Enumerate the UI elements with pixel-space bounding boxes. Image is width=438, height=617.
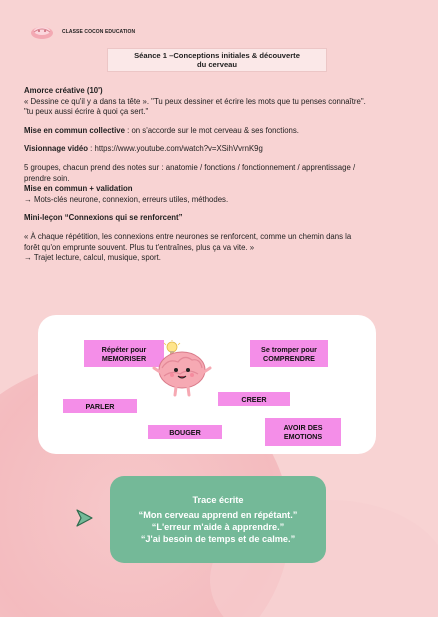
- tag-tromper-line1: Se tromper pour: [261, 344, 317, 354]
- mise-en-commun-section: [24, 126, 424, 137]
- mini-lecon-title: Mini-leçon “Connexions qui se renforcent”: [24, 213, 183, 223]
- mini-lecon-line3: → Trajet lecture, calcul, musique, sport.: [24, 253, 161, 263]
- tag-emotions-line1: AVOIR DES: [283, 423, 323, 432]
- tag-repeter-line1: Répéter pour: [101, 344, 147, 354]
- tag-bouger: BOUGER: [148, 425, 222, 439]
- amorce-line1: « Dessine ce qu'il y a dans ta tête ». "Tu peux dessiner et écrire les mots que tu penses connaître".: [24, 96, 366, 106]
- tag-repeter-line2: MEMORISER: [101, 353, 147, 363]
- validation-title: Mise en commun + validation: [24, 184, 133, 194]
- happy-brain-icon: [148, 340, 216, 398]
- amorce-section: [24, 86, 424, 118]
- amorce-title: Amorce créative (10'): [24, 86, 103, 95]
- tag-avoir-des-emotions: [265, 418, 341, 446]
- trace-ecrite-box: [110, 476, 326, 563]
- tag-emotions-line2: EMOTIONS: [283, 432, 323, 441]
- mise-en-commun-label: Mise en commun collective: [24, 125, 125, 135]
- trace-line3: “J'ai besoin de temps et de calme.”: [140, 534, 296, 544]
- tag-creer: CREER: [218, 392, 290, 406]
- trace-title: Trace écrite: [192, 495, 244, 505]
- video-link[interactable]: : https://www.youtube.com/watch?v=XSihVvrnK9g: [87, 144, 263, 154]
- tag-parler: PARLER: [63, 399, 137, 413]
- amorce-line2: "tu peux aussi écrire à quoi ça sert.": [24, 107, 149, 117]
- mini-lecon-section: [24, 213, 424, 263]
- mini-lecon-line1: « À chaque répétition, les connexions entre neurones se renforcent, comme un chemin dans la: [24, 231, 352, 241]
- mise-en-commun-text: : on s'accorde sur le mot cerveau & ses fonctions.: [124, 125, 299, 135]
- groups-line2: prendre soin.: [24, 173, 70, 183]
- trace-line2: “L'erreur m'aide à apprendre.”: [151, 522, 285, 532]
- tag-tromper-line2: COMPRENDRE: [263, 353, 315, 363]
- cocoon-logo-icon: [30, 24, 54, 40]
- tag-tromper-comprendre: [250, 340, 328, 367]
- session-title: [107, 48, 327, 72]
- video-section: [24, 144, 424, 155]
- brand-name: CLASSE COCON EDUCATION: [62, 29, 136, 35]
- video-label: Visionnage vidéo: [24, 144, 88, 154]
- validation-text: → Mots-clés neurone, connexion, erreurs utiles, méthodes.: [24, 194, 229, 204]
- trace-line1: “Mon cerveau apprend en répétant.”: [138, 510, 298, 520]
- play-arrow-icon: [73, 507, 95, 529]
- lesson-content: [24, 86, 424, 272]
- session-title-line1: Séance 1 –Conceptions initiales & découverte: [134, 51, 300, 60]
- session-title-line2: du cerveau: [196, 60, 238, 69]
- groups-line1: 5 groupes, chacun prend des notes sur : anatomie / fonctions / fonctionnement / apprentissage /: [24, 162, 356, 172]
- groups-section: [24, 163, 424, 205]
- header: [30, 24, 135, 40]
- mini-lecon-line2: forêt qu'on emprunte souvent. Plus tu t'entraînes, plus ça va vite. »: [24, 242, 255, 252]
